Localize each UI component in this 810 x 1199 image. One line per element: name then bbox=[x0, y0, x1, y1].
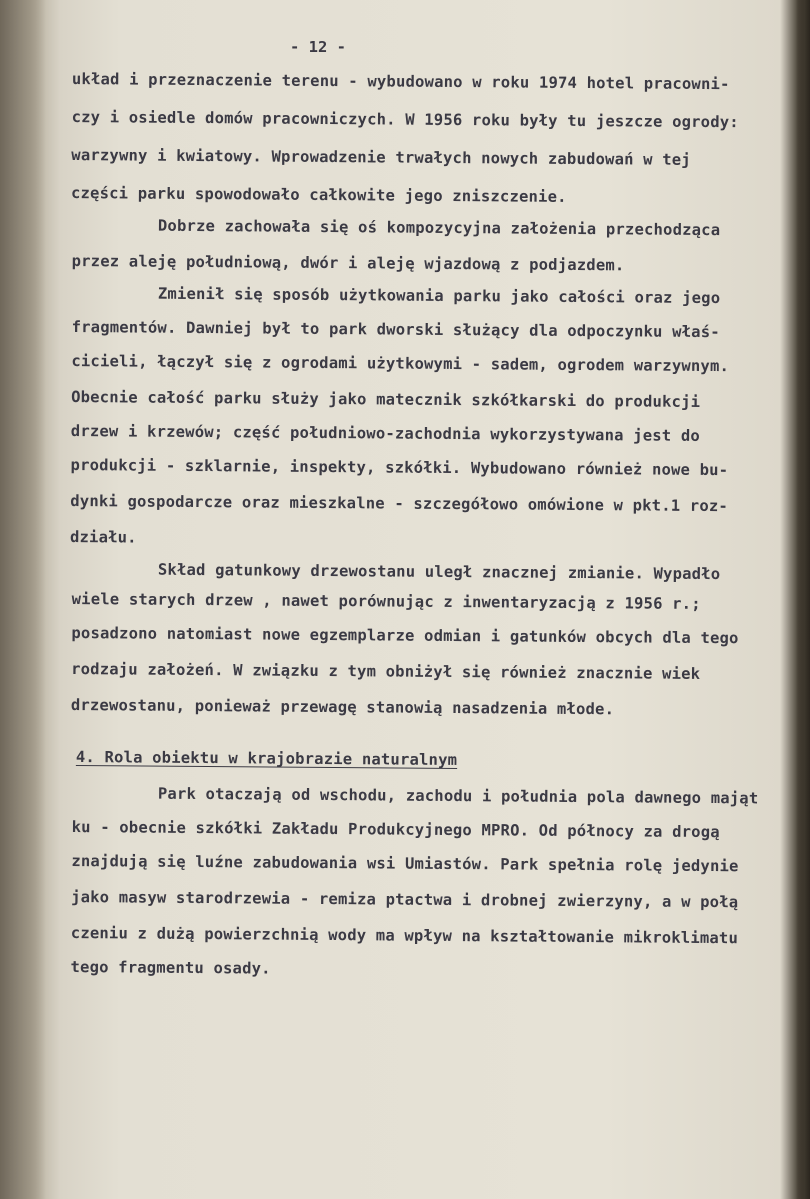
text-line: Obecnie całość parku służy jako matecznik szkółkarski do produkcji bbox=[71, 387, 701, 411]
text-line: produkcji - szklarnie, inspekty, szkółki. Wybudowano również nowe bu- bbox=[70, 455, 729, 480]
text-line: układ i przeznaczenie terenu - wybudowano w roku 1974 hotel pracowni- bbox=[71, 70, 730, 94]
text-line: znajdują się luźne zabudowania wsi Umiastów. Park spełnia rolę jedynie bbox=[71, 851, 739, 876]
text-line: cicieli, łączył się z ogrodami użytkowymi - sadem, ogrodem warzywnym. bbox=[71, 351, 730, 376]
text-line: Park otaczają od wschodu, zachodu i południa pola dawnego mająt bbox=[157, 784, 759, 808]
text-line: czy i osiedle domów pracowniczych. W 1956 roku były tu jeszcze ogrody: bbox=[71, 107, 739, 132]
text-line: drzewostanu, ponieważ przewagę stanowią nasadzenia młode. bbox=[70, 695, 615, 719]
text-line: warzywny i kwiatowy. Wprowadzenie trwałych nowych zabudowań w tej bbox=[71, 145, 691, 169]
text-line: rodzaju założeń. W związku z tym obniżył się również znacznie wiek bbox=[71, 659, 701, 683]
text-line: ku - obecnie szkółki Zakładu Produkcyjnego MPRO. Od północy za drogą bbox=[71, 817, 720, 842]
text-line: czeniu z dużą powierzchnią wody ma wpływ na kształtowanie mikroklimatu bbox=[70, 923, 739, 948]
text-line: dynki gospodarcze oraz mieszkalne - szczegółowo omówione w pkt.1 roz- bbox=[70, 491, 729, 516]
text-line: Skład gatunkowy drzewostanu uległ znacznej zmianie. Wypadło bbox=[157, 560, 721, 584]
page-right-edge bbox=[796, 0, 810, 1199]
text-line: Zmienił się sposób użytkowania parku jako całości oraz jego bbox=[157, 284, 721, 308]
text-line: części parku spowodowało całkowite jego zniszczenie. bbox=[70, 183, 567, 206]
page-binding-shadow bbox=[0, 0, 46, 1199]
text-line: działu. bbox=[69, 527, 137, 547]
text-line: przez aleję południową, dwór i aleję wjazdową z podjazdem. bbox=[71, 251, 625, 275]
text-line: fragmentów. Dawniej był to park dworski służący dla odpoczynku właś- bbox=[71, 317, 720, 342]
text-line: tego fragmentu osady. bbox=[70, 957, 271, 978]
text-line: posadzono natomiast nowe egzemplarze odmian i gatunków obcych dla tego bbox=[71, 623, 739, 648]
text-line: wiele starych drzew , nawet porównując z inwentaryzacją z 1956 r.; bbox=[71, 589, 701, 613]
text-line: drzew i krzewów; część południowo-zachodnia wykorzystywana jest do bbox=[70, 421, 701, 445]
text-line: jako masyw starodrzewia - remiza ptactwa i drobnej zwierzyny, a w połą bbox=[71, 887, 739, 912]
page-number: - 12 - bbox=[290, 38, 346, 56]
text-line: Dobrze zachowała się oś kompozycyjna założenia przechodząca bbox=[157, 216, 721, 240]
section-heading: 4. Rola obiektu w krajobrazie naturalnym bbox=[75, 748, 458, 769]
